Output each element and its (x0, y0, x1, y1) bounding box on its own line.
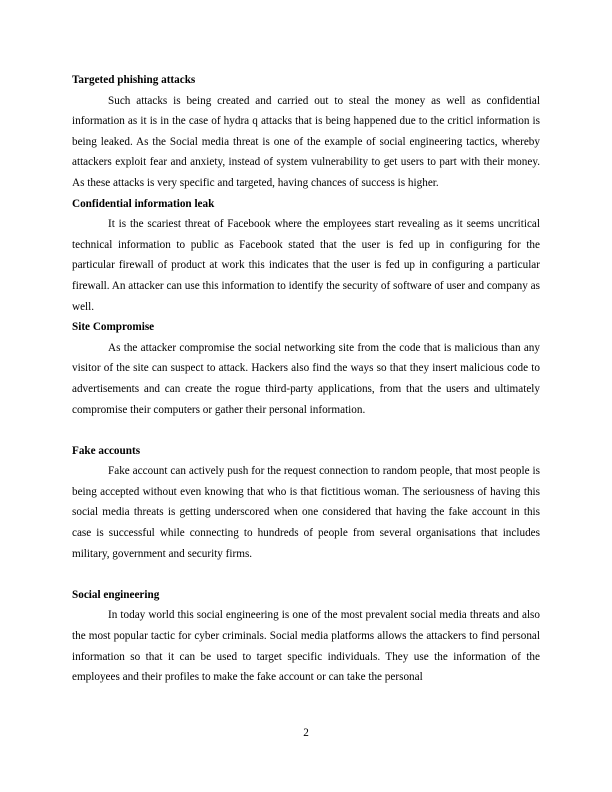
section-heading-targeted-phishing: Targeted phishing attacks (72, 74, 196, 86)
paragraph-spacer (72, 564, 540, 585)
section-heading-fake-accounts: Fake accounts (72, 444, 141, 457)
document-page (72, 70, 540, 688)
section-body-fake-accounts: Fake account can actively push for the request connection to random people, that most people is being accepted without even knowing that who is that fictitious woman. The seriousness of having this social media threats is getting underscored when one considered that having the fake account in this case is successful while connecting to hundreds of people from several organisations that includes military, government and security firms. (72, 465, 540, 560)
paragraph-spacer (72, 420, 540, 441)
page-number: 2 (303, 727, 309, 739)
section-body-targeted-phishing: Such attacks is being created and carried out to steal the money as well as confidential information as it is in the case of hydra q attacks that is being happened due to the criticl information is being leaked. As the Social media threat is one of the example of social engineering tactics, whereby attackers exploit fear and anxiety, instead of system vulnerability to get users to part with their money. As these attacks is very specific and targeted, having chances of success is higher. (72, 94, 540, 189)
section-heading-confidential-leak: Confidential information leak (72, 197, 215, 210)
section-body-confidential-leak: It is the scariest threat of Facebook where the employees start revealing as it seems uncritical technical information to public as Facebook stated that the user is fed up in configuring for the particular firewall of product at work this indicates that the user is fed up in configuring a particular firewall. An attacker can use this information to identify the security of software of user and company as well. (72, 218, 540, 313)
section-body-site-compromise: As the attacker compromise the social networking site from the code that is malicious than any visitor of the site can suspect to attack. Hackers also find the ways so that they insert malicious code to advertisements and can create the rogue third-party applications, from that the users and ultimately compromise their computers or gather their personal information. (72, 341, 540, 416)
section-heading-social-engineering: Social engineering (72, 588, 160, 601)
section-body-social-engineering: In today world this social engineering is one of the most prevalent social media threats and also the most popular tactic for cyber criminals. Social media platforms allows the attackers to find personal information so that it can be used to target specific individuals. They use the information of the employees and their profiles to make the fake account or can take the personal (72, 609, 540, 684)
section-heading-site-compromise: Site Compromise (72, 321, 155, 334)
